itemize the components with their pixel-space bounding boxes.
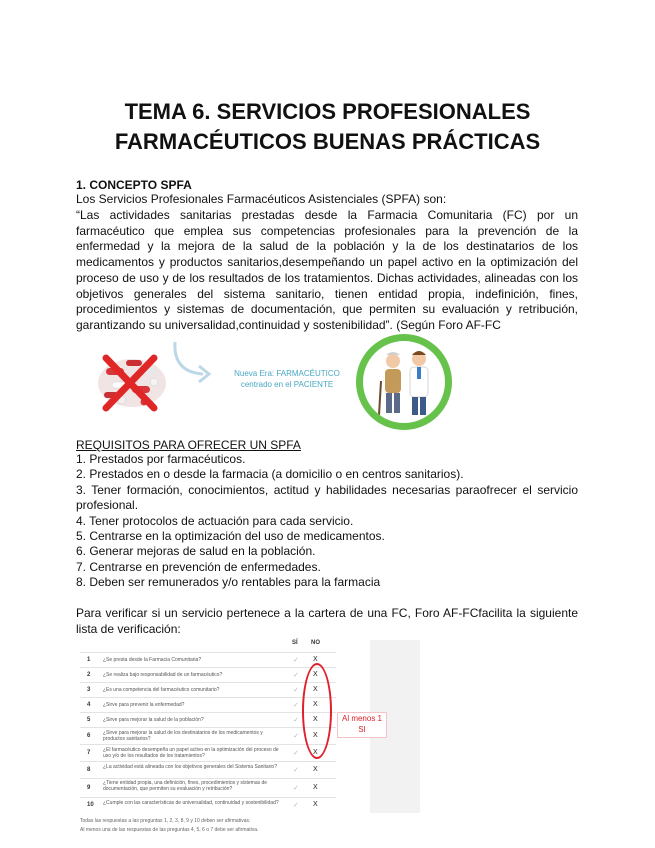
pharmacist-patient-icon <box>363 341 445 423</box>
table-row <box>80 797 336 814</box>
footnote-2: Al menos una de las respuestas de las preguntas 4, 5, 6 o 7 debe ser afirmativa. <box>80 827 259 833</box>
x-mark: X <box>313 766 318 773</box>
x-mark: X <box>313 701 318 708</box>
x-mark: X <box>313 656 318 663</box>
requisito-item: 3. Tener formación, conocimientos, actitud y habilidades necesarias paraofrecer el servicio profesional. <box>76 482 578 513</box>
arrow-icon <box>165 338 217 388</box>
check-icon: ✓ <box>293 672 299 679</box>
table-row <box>80 667 336 683</box>
row-number: 3 <box>87 687 91 693</box>
row-number: 1 <box>87 657 91 663</box>
requisito-item: 4. Tener protocolos de actuación para cada servicio. <box>76 513 354 528</box>
check-icon: ✓ <box>293 802 299 809</box>
nueva-era-subtitle: centrado en el PACIENTE <box>240 380 334 389</box>
table-row <box>80 761 336 779</box>
x-mark: X <box>313 671 318 678</box>
row-question: ¿Es una competencia del farmacéutico comunitario? <box>103 687 220 693</box>
x-mark: X <box>313 784 318 791</box>
row-number: 6 <box>87 733 91 739</box>
table-row <box>80 652 336 668</box>
section-heading: 1. CONCEPTO SPFA <box>76 178 192 192</box>
page-title-line-1: TEMA 6. SERVICIOS PROFESIONALES <box>124 99 531 124</box>
row-number: 2 <box>87 672 91 678</box>
page-title-line-2: FARMACÉUTICOS BUENAS PRÁCTICAS <box>114 129 541 154</box>
table-row <box>80 682 336 698</box>
requisito-item: 2. Prestados en o desde la farmacia (a domicilio o en centros sanitarios). <box>76 467 464 482</box>
footnote-1: Todas las respuestas a las preguntas 1, 2, 3, 8, 9 y 10 deben ser afirmativas. <box>80 818 251 824</box>
verify-paragraph: Para verificar si un servicio pertenece a la cartera de una FC, Foro AF-FCfacilita la siguiente lista de verificación: <box>76 606 578 636</box>
pharmacist-patient-illustration <box>356 334 452 430</box>
requisito-item: 5. Centrarse en la optimización del uso de medicamentos. <box>76 529 385 544</box>
check-icon: ✓ <box>293 687 299 694</box>
x-mark: X <box>313 801 318 808</box>
check-icon: ✓ <box>293 657 299 664</box>
x-mark: X <box>313 686 318 693</box>
row-number: 7 <box>87 750 91 756</box>
row-number: 10 <box>87 802 94 808</box>
table-row <box>80 697 336 713</box>
intro-line: Los Servicios Profesionales Farmacéuticos Asistenciales (SPFA) son: <box>76 192 447 206</box>
definition-paragraph: “Las actividades sanitarias prestadas desde la Farmacia Comunitaria (FC) por un farmacéutico que emplea sus competencias profesionales para la prevención de la enfermedad y la mejora de la salud de la población y la de los destinatarios de los medicamentos y productos sanitarios,desempeñando un papel activo en la optimización del proceso de uso y de los resultados de los tratamientos. Dichas actividades, alineadas con los objetivos generales del sistema sanitario, tienen entidad propia, indefinición, fines, procedimientos y sistemas de documentación, que permiten su evaluación y retribución, garantizando su universalidad,continuidad y sostenibilidad”. (Según Foro AF-FC <box>76 208 578 332</box>
row-question: ¿La actividad está alineada con los objetivos generales del Sistema Sanitario? <box>103 764 277 770</box>
check-icon: ✓ <box>293 717 299 724</box>
col-si-header: SÍ <box>292 640 298 646</box>
requisito-item: 7. Centrarse en prevención de enfermedades. <box>76 559 321 574</box>
check-icon: ✓ <box>293 702 299 709</box>
check-icon: ✓ <box>293 785 299 792</box>
requisitos-heading: REQUISITOS PARA OFRECER UN SPFA <box>76 438 301 452</box>
check-icon: ✓ <box>293 767 299 774</box>
row-question: ¿Sirve para prevenir la enfermedad? <box>103 702 185 708</box>
row-question: ¿Cumple con las características de universalidad, continuidad y sostenibilidad? <box>103 800 279 806</box>
row-number: 9 <box>87 785 91 791</box>
table-row <box>80 712 336 728</box>
row-question: ¿Tiene entidad propia, una definición, fines, procedimientos y sistemas de documentación, que permiten su evaluación y retribución? <box>103 780 268 792</box>
table-row <box>80 727 336 745</box>
requisito-item: 1. Prestados por farmacéuticos. <box>76 452 246 466</box>
col-no-header: NO <box>311 640 320 646</box>
row-question: ¿Se realiza bajo responsabilidad de un farmacéutico? <box>103 672 223 678</box>
table-row <box>80 778 336 798</box>
table-row <box>80 744 336 762</box>
requisitos-list <box>76 452 578 591</box>
row-number: 8 <box>87 767 91 773</box>
row-question: ¿El farmacéutico desempeña un papel activo en la optimización del proceso de uso y/o de los resultados de los tratamientos? <box>103 747 279 759</box>
check-icon: ✓ <box>293 750 299 757</box>
al-menos-note: Al menos 1 SI <box>337 712 387 738</box>
nueva-era-title: Nueva Era: FARMACÉUTICO <box>234 369 340 378</box>
highlight-oval <box>302 663 332 759</box>
row-number: 5 <box>87 717 91 723</box>
row-question: ¿Sirve para mejorar la salud de la población? <box>103 717 204 723</box>
x-mark: X <box>313 716 318 723</box>
row-question: ¿Sirve para mejorar la salud de los destinatarios de los medicamentos y productos sanitarios? <box>103 730 263 742</box>
requisito-item: 6. Generar mejoras de salud en la población. <box>76 544 316 559</box>
nueva-era-label <box>222 368 352 390</box>
x-mark: X <box>313 749 318 756</box>
x-mark: X <box>313 732 318 739</box>
requisito-item: 8. Deben ser remunerados y/o rentables para la farmacia <box>76 575 381 590</box>
row-number: 4 <box>87 702 91 708</box>
check-icon: ✓ <box>293 733 299 740</box>
row-question: ¿Se presta desde la Farmacia Comunitaria? <box>103 657 202 663</box>
checklist-table <box>80 640 336 813</box>
